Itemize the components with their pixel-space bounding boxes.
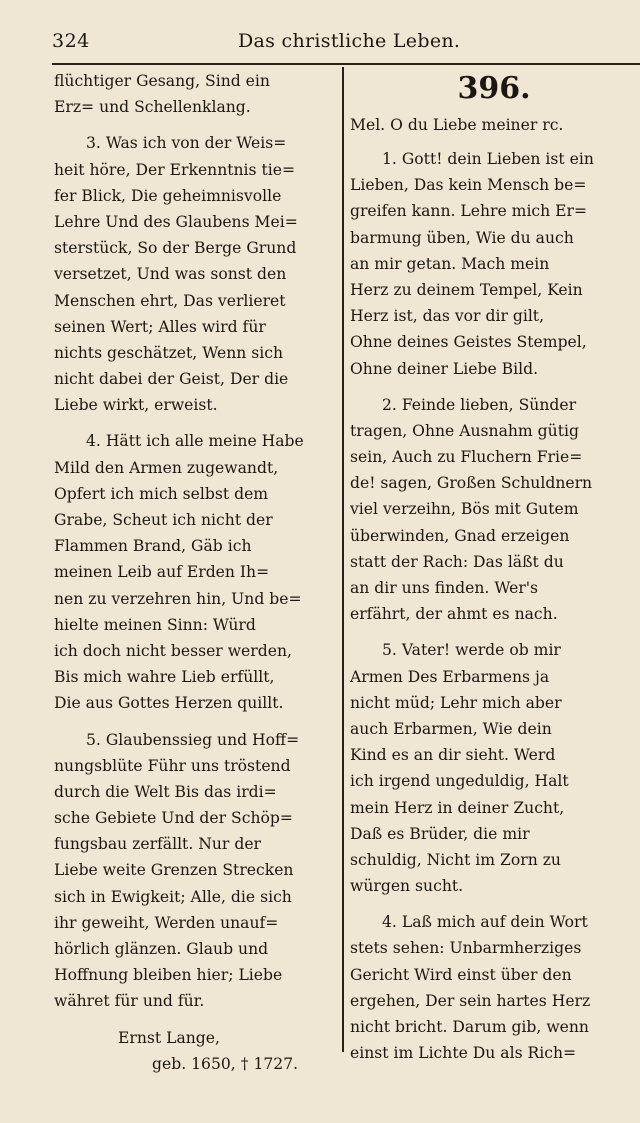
text-line: barmung üben, Wie du auch bbox=[350, 228, 574, 247]
text-line: Menschen ehrt, Das verlieret bbox=[54, 291, 286, 310]
right-column bbox=[350, 68, 628, 1066]
text-line: statt der Rach: Das läßt du bbox=[350, 552, 564, 571]
text-line: ihr geweiht, Werden unauf= bbox=[54, 913, 279, 932]
text-line: Flammen Brand, Gäb ich bbox=[54, 537, 252, 556]
text-line: nichts geschätzet, Wenn sich bbox=[54, 343, 284, 362]
text-line: sche Gebiete Und der Schöp= bbox=[54, 809, 293, 828]
text-line: 4. Hätt ich alle meine Habe bbox=[86, 432, 304, 451]
text-line: Herz zu deinem Tempel, Kein bbox=[350, 280, 583, 299]
text-line: Daß es Brüder, die mir bbox=[350, 824, 530, 843]
text-line: greifen kann. Lehre mich Er= bbox=[350, 202, 588, 221]
text-line: stets sehen: Unbarmherziges bbox=[350, 939, 582, 958]
page-number: 324 bbox=[52, 30, 90, 52]
text-line: meinen Leib auf Erden Ih= bbox=[54, 563, 270, 582]
melody-reference: Mel. O du Liebe meiner rc. bbox=[350, 116, 564, 134]
stanza-1 bbox=[350, 146, 628, 382]
text-line: Erz= und Schellenklang. bbox=[54, 98, 251, 117]
text-line: tragen, Ohne Ausnahm gütig bbox=[350, 421, 579, 440]
stanza-3 bbox=[54, 130, 330, 418]
text-line: 5. Vater! werde ob mir bbox=[382, 641, 561, 660]
text-line: an dir uns finden. Wer's bbox=[350, 579, 539, 597]
text-line: durch die Welt Bis das irdi= bbox=[54, 782, 277, 801]
text-line: ich irgend ungeduldig, Halt bbox=[350, 772, 569, 791]
stanza-2 bbox=[350, 392, 628, 628]
text-line: Lieben, Das kein Mensch be= bbox=[350, 176, 587, 195]
text-line: de! sagen, Großen Schuldnern bbox=[350, 474, 593, 493]
text-line: sterstück, So der Berge Grund bbox=[54, 239, 297, 258]
text-line: Mild den Armen zugewandt, bbox=[54, 458, 279, 477]
text-line: Armen Des Erbarmens ja bbox=[350, 667, 550, 686]
text-line: nicht dabei der Geist, Der die bbox=[54, 370, 289, 389]
text-line: viel verzeihn, Bös mit Gutem bbox=[350, 500, 579, 519]
text-line: Die aus Gottes Herzen quillt. bbox=[54, 694, 284, 713]
text-line: Kind es an dir sieht. Werd bbox=[350, 746, 556, 765]
text-line: Herz ist, das vor dir gilt, bbox=[350, 307, 545, 326]
text-line: 1. Gott! dein Lieben ist ein bbox=[382, 150, 594, 168]
text-line: an mir getan. Mach mein bbox=[350, 254, 550, 273]
header-rule bbox=[52, 63, 640, 65]
text-line: nungsblüte Führ uns tröstend bbox=[54, 756, 291, 775]
text-line: 4. Laß mich auf dein Wort bbox=[382, 913, 588, 932]
text-line: nicht müd; Lehr mich aber bbox=[350, 693, 562, 712]
text-line: währet für und für. bbox=[54, 992, 205, 1011]
text-line: Ohne deines Geistes Stempel, bbox=[350, 333, 587, 352]
text-line: Liebe weite Grenzen Strecken bbox=[54, 861, 294, 880]
text-line: hörlich glänzen. Glaub und bbox=[54, 940, 269, 958]
hymn-number: 396. bbox=[457, 71, 531, 106]
text-line: fungsbau zerfällt. Nur der bbox=[54, 835, 262, 854]
stanza-4 bbox=[54, 428, 330, 716]
text-line: Bis mich wahre Lieb erfüllt, bbox=[54, 668, 275, 687]
text-line: erfährt, der ahmt es nach. bbox=[350, 605, 558, 624]
stanza-5 bbox=[54, 727, 330, 1015]
author-name: Ernst Lange, bbox=[118, 1028, 220, 1047]
text-line: überwinden, Gnad erzeigen bbox=[350, 526, 570, 545]
text-line: heit höre, Der Erkenntnis tie= bbox=[54, 160, 296, 179]
text-line: würgen sucht. bbox=[350, 877, 464, 896]
text-line: sich in Ewigkeit; Alle, die sich bbox=[54, 887, 292, 906]
text-line: Liebe wirkt, erweist. bbox=[54, 396, 218, 415]
text-line: seinen Wert; Alles wird für bbox=[54, 317, 266, 336]
stanza-4-right bbox=[350, 909, 628, 1066]
author-dates: geb. 1650, † 1727. bbox=[152, 1054, 299, 1073]
text-line: versetzet, Und was sonst den bbox=[54, 265, 287, 284]
text-line: mein Herz in deiner Zucht, bbox=[350, 798, 565, 817]
text-line: hielte meinen Sinn: Würd bbox=[54, 615, 256, 634]
text-line: ich doch nicht besser werden, bbox=[54, 641, 292, 660]
continuation-stanza bbox=[54, 68, 330, 120]
text-line: 2. Feinde lieben, Sünder bbox=[382, 395, 577, 414]
text-line: flüchtiger Gesang, Sind ein bbox=[54, 72, 270, 90]
text-line: ergehen, Der sein hartes Herz bbox=[350, 991, 591, 1010]
text-line: Grabe, Scheut ich nicht der bbox=[54, 511, 273, 529]
running-title: Das christliche Leben. bbox=[238, 30, 461, 52]
text-line: fer Blick, Die geheimnisvolle bbox=[54, 186, 282, 205]
text-line: einst im Lichte Du als Rich= bbox=[350, 1044, 577, 1063]
text-line: Ohne deiner Liebe Bild. bbox=[350, 359, 539, 378]
text-line: Opfert ich mich selbst dem bbox=[54, 484, 269, 503]
left-column bbox=[54, 68, 330, 1077]
text-line: nicht bricht. Darum gib, wenn bbox=[350, 1018, 589, 1036]
text-line: schuldig, Nicht im Zorn zu bbox=[350, 850, 561, 869]
stanza-5-right bbox=[350, 637, 628, 899]
text-line: 5. Glaubenssieg und Hoff= bbox=[86, 730, 300, 749]
column-divider bbox=[342, 67, 344, 1052]
text-line: 3. Was ich von der Weis= bbox=[86, 134, 287, 153]
text-line: auch Erbarmen, Wie dein bbox=[350, 719, 552, 738]
text-line: Hoffnung bleiben hier; Liebe bbox=[54, 966, 283, 985]
page-header bbox=[52, 26, 592, 62]
text-line: sein, Auch zu Fluchern Frie= bbox=[350, 448, 583, 467]
text-line: nen zu verzehren hin, Und be= bbox=[54, 589, 302, 608]
text-line: Gericht Wird einst über den bbox=[350, 965, 572, 984]
text-line: Lehre Und des Glaubens Mei= bbox=[54, 212, 298, 231]
